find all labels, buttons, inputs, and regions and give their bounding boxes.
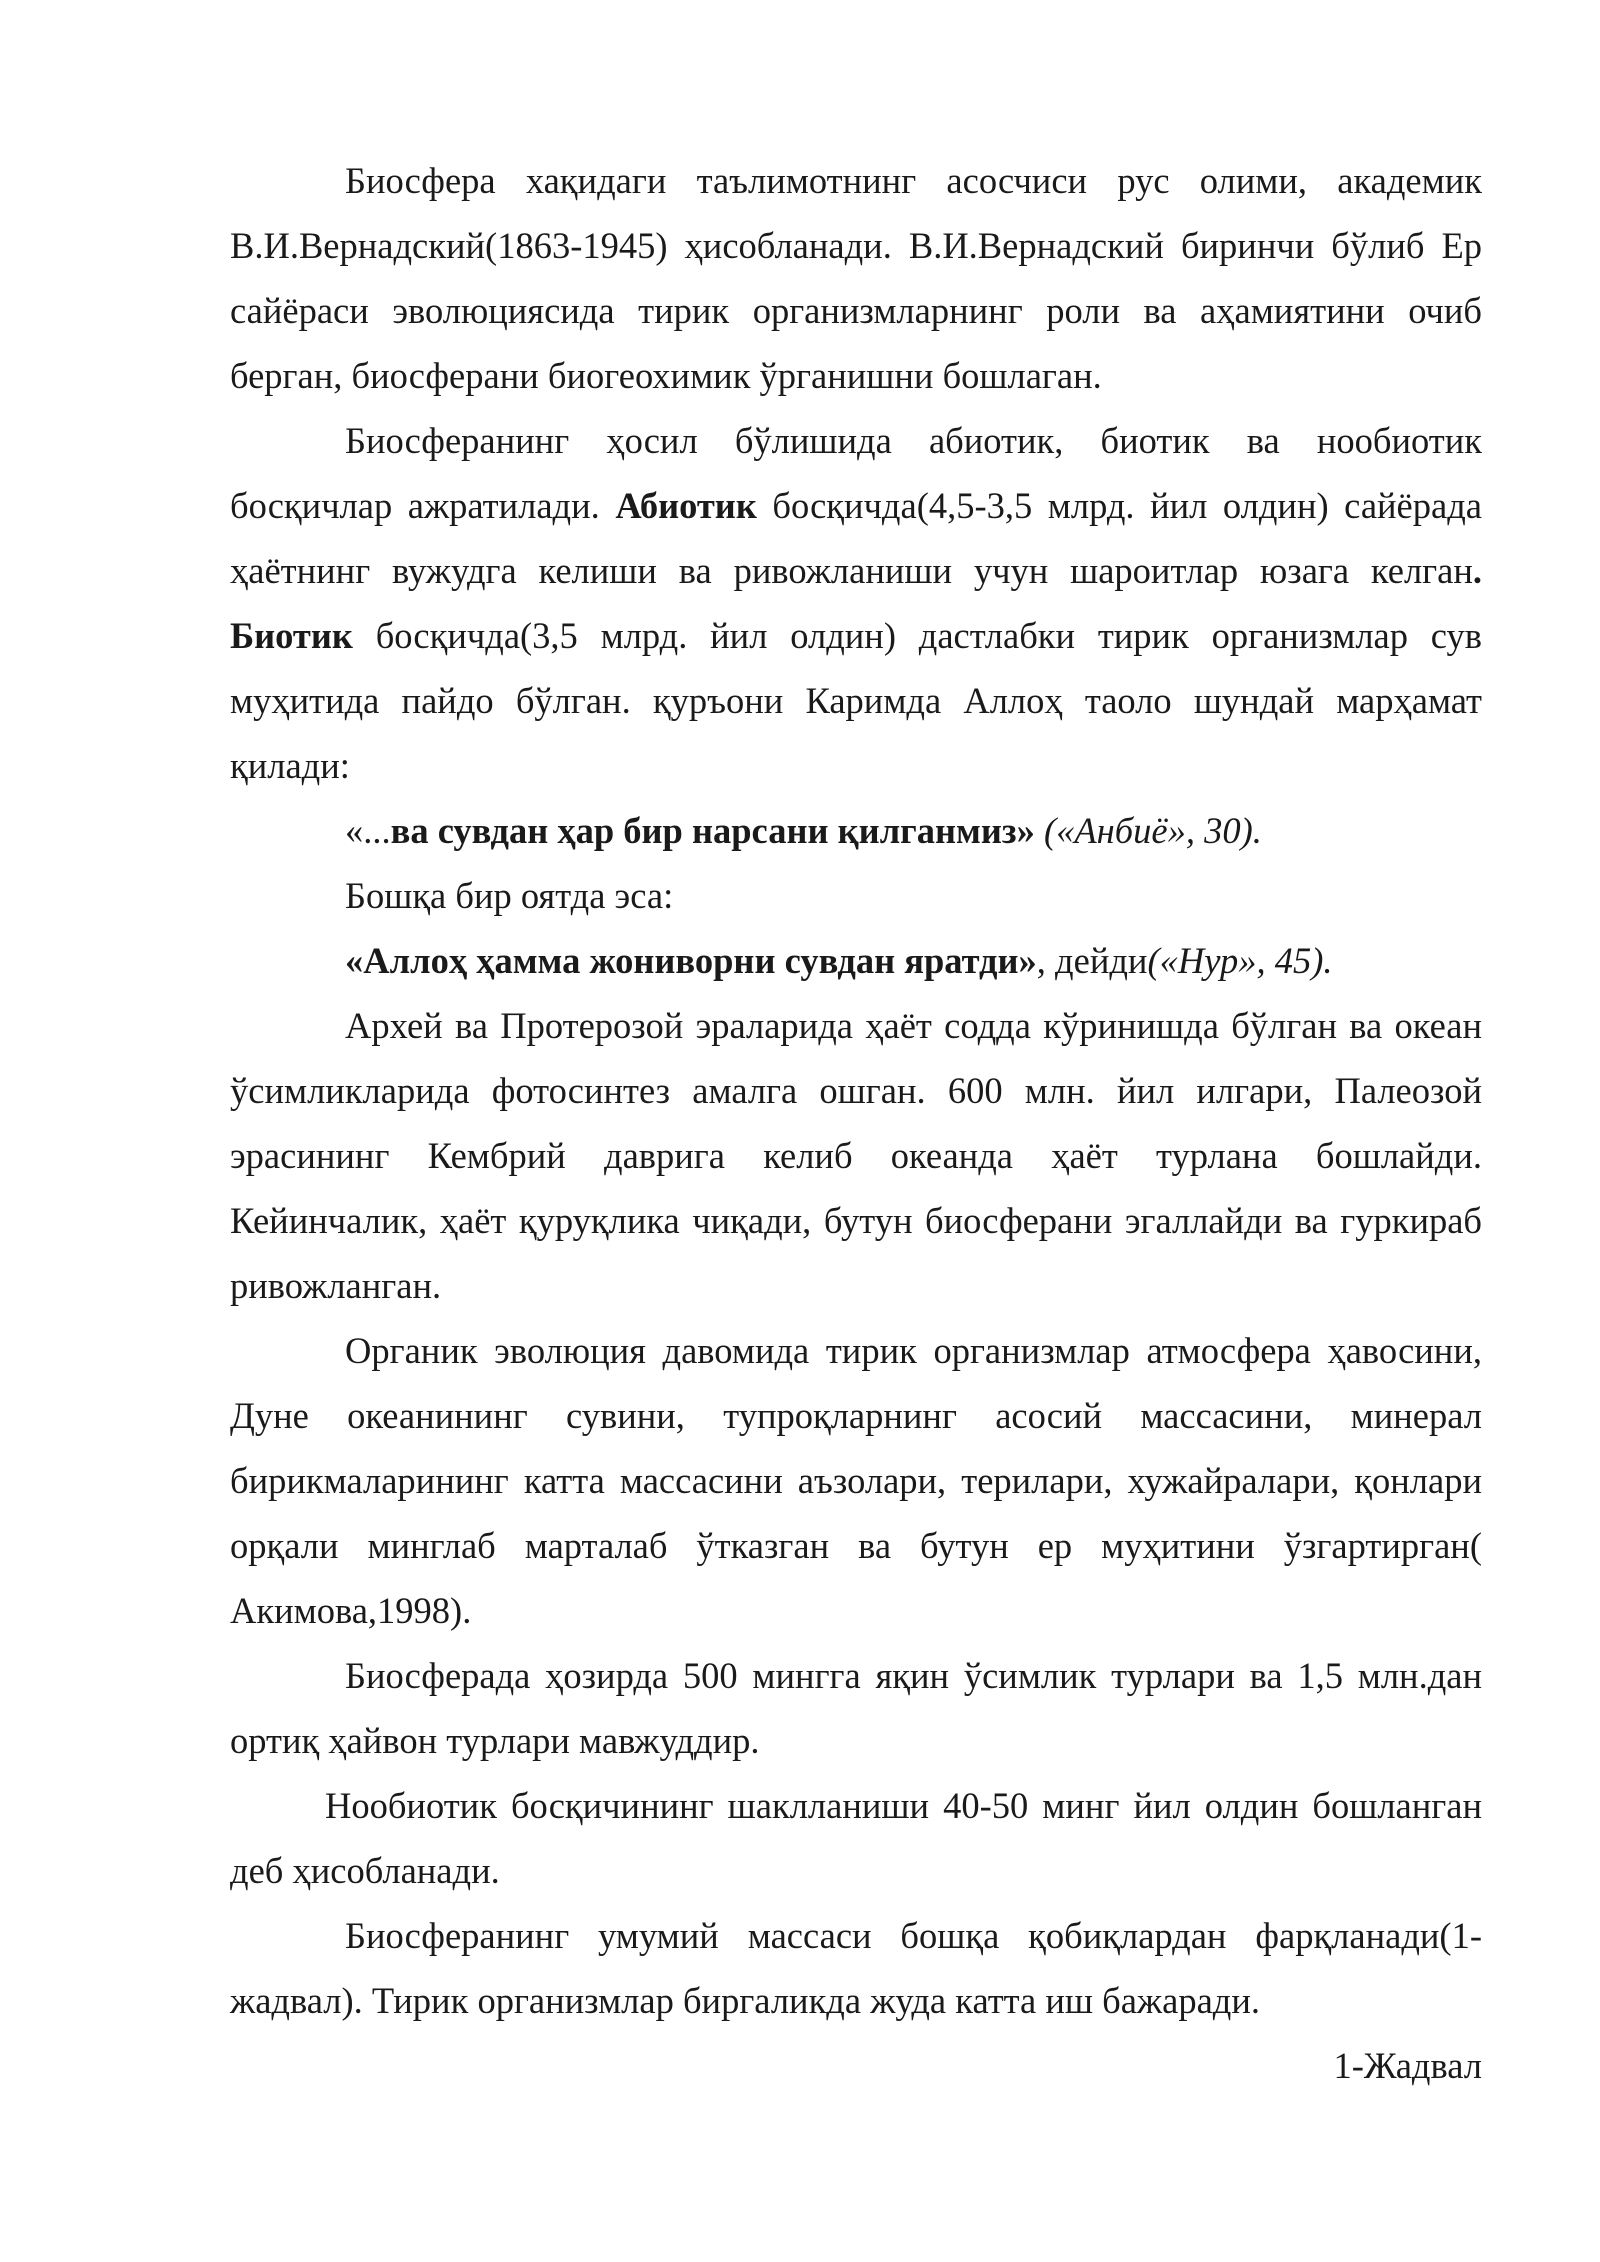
table-caption: 1-Жадвал xyxy=(1333,2045,1482,2086)
quote-nur-says: , дейди xyxy=(1036,940,1148,981)
space xyxy=(1035,810,1044,851)
paragraph-eras: Архей ва Протерозой эраларида ҳаёт содда кўринишда бўлган ва океан ўсимликларида фотосинтез амалга ошган. 600 млн. йил илгари, Палеозой эрасининг Кембрий даврига келиб океанда ҳаёт турлана бошлайди. Кейинчалик, ҳаёт қуруқлика чиқади, бутун биосферани эгаллайди ва гуркираб ривожланган. xyxy=(230,1005,1482,1306)
quote-anbiyo-source: («Анбиё», 30). xyxy=(1043,810,1262,851)
quote-nur xyxy=(230,928,1482,993)
biotic-term: Биотик xyxy=(230,615,353,656)
paragraph-another-verse: Бошқа бир оятда эса: xyxy=(345,875,674,916)
stages-intro-text: Биосферанинг ҳосил бўлишида абиотик, биотик ва нообиотик босқичлар ажратилади. xyxy=(230,420,1482,526)
abiotic-text: босқичда(4,5-3,5 млрд. йил олдин) сайёрада ҳаётнинг вужудга келиши ва ривожланиши учун шароитлар юзага келган xyxy=(230,485,1482,591)
paragraph-species-count: Биосферада ҳозирда 500 мингга яқин ўсимлик турлари ва 1,5 млн.дан ортиқ ҳайвон турлари мавжуддир. xyxy=(230,1655,1482,1761)
bold-period: . xyxy=(1472,550,1482,591)
abiotic-term: Абиотик xyxy=(615,485,757,526)
quote-open: «... xyxy=(345,810,391,851)
biotic-text: босқичда(3,5 млрд. йил олдин) дастлабки тирик организмлар сув муҳитида пайдо бўлган. қуръони Каримда Аллоҳ таоло шундай марҳамат қилади: xyxy=(230,615,1482,786)
paragraph-vernadsky: Биосфера хақидаги таълимотнинг асосчиси рус олими, академик В.И.Вернадский(1863-1945) ҳисобланади. В.И.Вернадский биринчи бўлиб Ер сайёраси эволюциясида тирик организмларнинг роли ва аҳамиятини очиб берган, биосферани биогеохимик ўрганишни бошлаган. xyxy=(230,160,1482,396)
paragraph-noobiotic: Нообиотик босқичининг шаклланиши 40-50 минг йил олдин бошланган деб ҳисобланади. xyxy=(230,1785,1482,1891)
paragraph-biosphere-mass: Биосферанинг умумий массаси бошқа қобиқлардан фарқланади(1-жадвал). Тирик организмлар биргаликда жуда катта иш бажаради. xyxy=(230,1915,1482,2021)
quote-anbiyo xyxy=(230,798,1482,863)
paragraph-organic-evolution: Органик эволюция давомида тирик организмлар атмосфера ҳавосини, Дуне океанининг сувини, тупроқларнинг асосий массасини, минерал бирикмаларининг катта массасини аъзолари, терилари, хужайралари, қонлари орқали минглаб марталаб ўтказган ва бутун ер муҳитини ўзгартирган( Акимова,1998). xyxy=(230,1330,1482,1631)
quote-nur-source: («Нур», 45). xyxy=(1147,940,1333,981)
paragraph-stages xyxy=(230,408,1482,798)
quote-anbiyo-text: ва сувдан ҳар бир нарсани қилганмиз» xyxy=(390,810,1035,851)
quote-nur-text: «Аллоҳ ҳамма жониворни сувдан яратди» xyxy=(345,940,1037,981)
